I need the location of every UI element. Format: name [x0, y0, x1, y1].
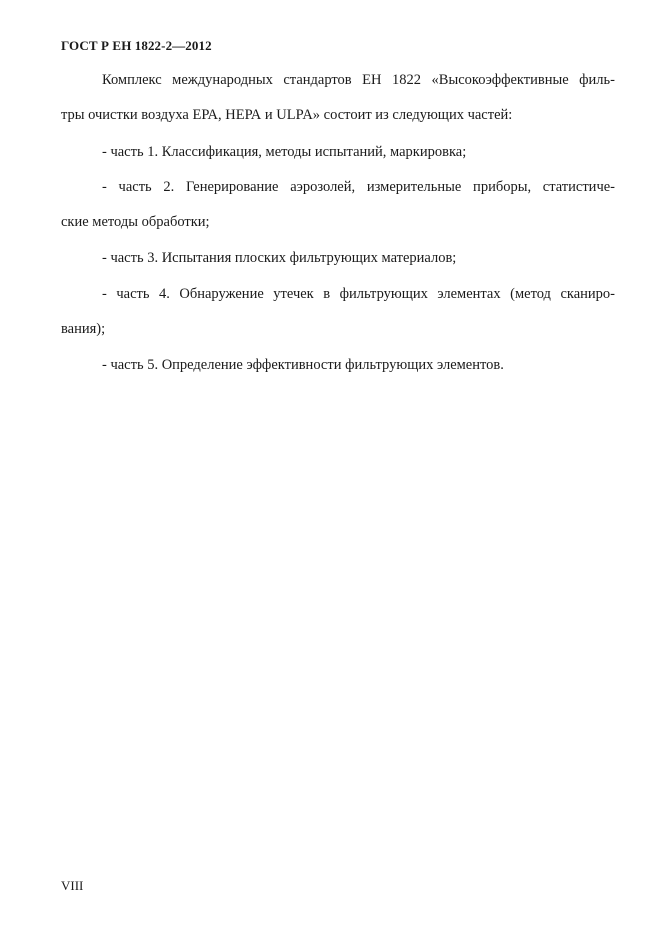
- list-item-part-4-line-1: - часть 4. Обнаружение утечек в фильтрующих элементах (метод сканиро-: [102, 286, 615, 302]
- list-item-part-2-line-1: - часть 2. Генерирование аэрозолей, измерительные приборы, статистиче-: [102, 179, 615, 195]
- list-item-part-3: - часть 3. Испытания плоских фильтрующих материалов;: [102, 250, 457, 266]
- intro-paragraph-line-2: тры очистки воздуха ЕРА, НЕРА и ULPA» состоит из следующих частей:: [61, 107, 513, 123]
- document-code-header: ГОСТ Р ЕН 1822-2—2012: [61, 38, 212, 53]
- list-item-part-2-line-2: ские методы обработки;: [61, 214, 210, 230]
- page-number: VIII: [61, 878, 84, 893]
- list-item-part-4-line-2: вания);: [61, 321, 106, 337]
- list-item-part-1: - часть 1. Классификация, методы испытаний, маркировка;: [102, 144, 467, 160]
- list-item-part-5: - часть 5. Определение эффективности фильтрующих элементов.: [102, 357, 504, 373]
- intro-paragraph-line-1: Комплекс международных стандартов ЕН 1822 «Высокоэффективные филь-: [102, 72, 615, 88]
